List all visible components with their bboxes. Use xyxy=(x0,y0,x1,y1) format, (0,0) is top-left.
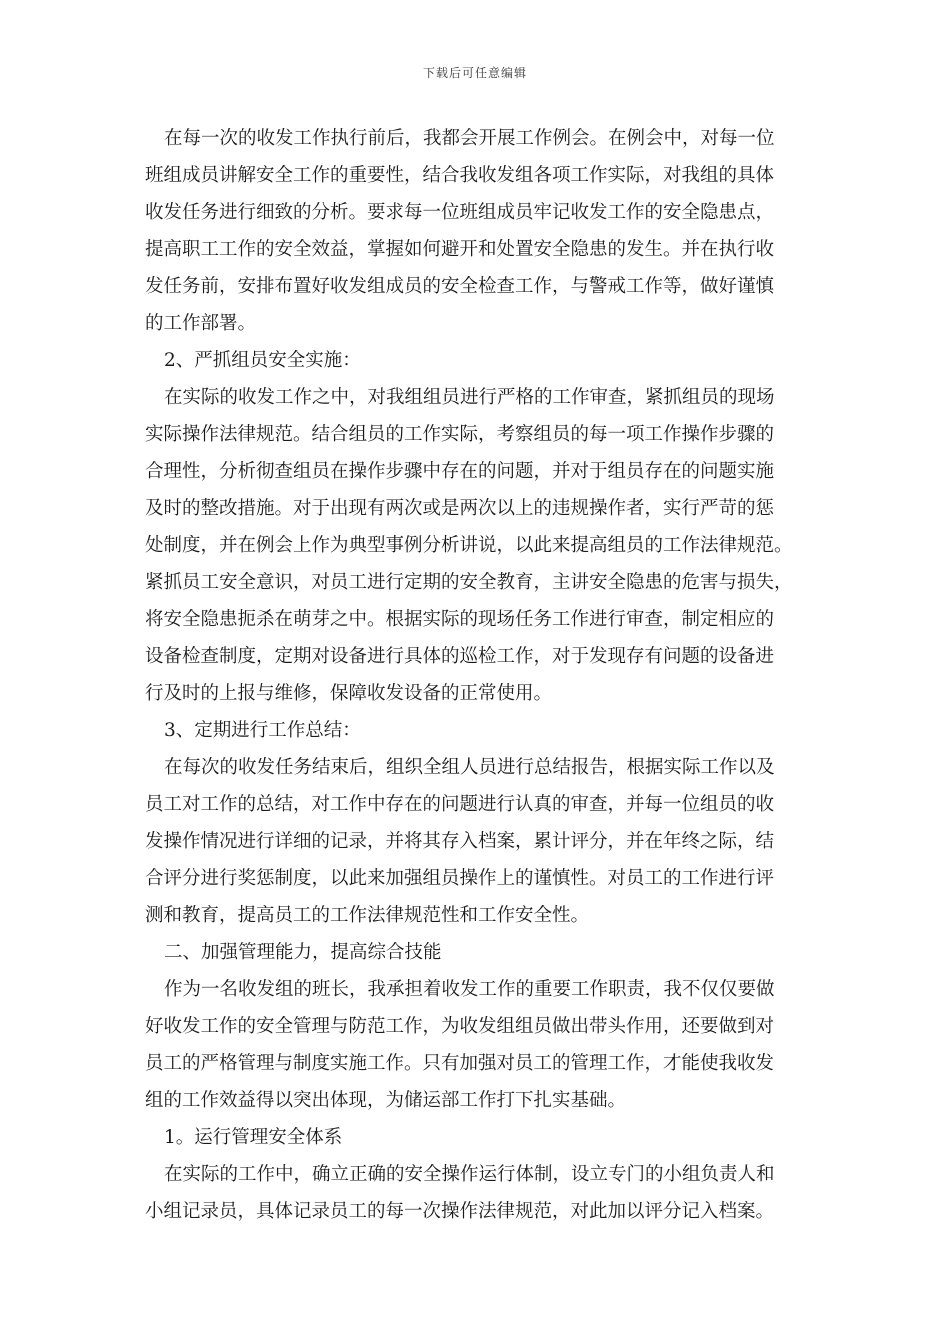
text-line: 在每一次的收发工作执行前后，我都会开展工作例会。在例会中，对每一位 xyxy=(164,128,775,149)
text-line: 紧抓员工安全意识，对员工进行定期的安全教育，主讲安全隐患的危害与损失， xyxy=(145,572,793,593)
text-line: 发操作情况进行详细的记录，并将其存入档案，累计评分，并在年终之际，结 xyxy=(145,831,775,852)
document-body xyxy=(145,120,813,1230)
text-line: 及时的整改措施。对于出现有两次或是两次以上的违规操作者，实行严苛的惩 xyxy=(145,498,775,519)
text-line: 员工的严格管理与制度实施工作。只有加强对员工的管理工作，才能使我收发 xyxy=(145,1053,775,1074)
text-line: 测和教育，提高员工的工作法律规范性和工作安全性。 xyxy=(145,905,590,926)
text-line: 合评分进行奖惩制度，以此来加强组员操作上的谨慎性。对员工的工作进行评 xyxy=(145,868,775,889)
text-line: 提高职工工作的安全效益，掌握如何避开和处置安全隐患的发生。并在执行收 xyxy=(145,239,775,260)
text-line: 合理性，分析彻查组员在操作步骤中存在的问题，并对于组员存在的问题实施 xyxy=(145,461,775,482)
text-line: 行及时的上报与维修，保障收发设备的正常使用。 xyxy=(145,683,553,704)
text-line: 处制度，并在例会上作为典型事例分析讲说，以此来提高组员的工作法律规范。 xyxy=(145,535,793,556)
text-line: 将安全隐患扼杀在萌芽之中。根据实际的现场任务工作进行审查，制定相应的 xyxy=(145,609,775,630)
text-line: 作为一名收发组的班长，我承担着收发工作的重要工作职责，我不仅仅要做 xyxy=(164,979,775,1000)
text-line: 实际操作法律规范。结合组员的工作实际，考察组员的每一项工作操作步骤的 xyxy=(145,424,775,445)
text-line: 1。运行管理安全体系 xyxy=(164,1127,343,1148)
text-line: 小组记录员，具体记录员工的每一次操作法律规范，对此加以评分记入档案。 xyxy=(145,1201,775,1222)
text-line: 在实际的工作中，确立正确的安全操作运行体制，设立专门的小组负责人和 xyxy=(164,1164,775,1185)
text-line: 设备检查制度，定期对设备进行具体的巡检工作，对于发现存有问题的设备进 xyxy=(145,646,775,667)
text-line: 在实际的收发工作之中，对我组组员进行严格的工作审查，紧抓组员的现场 xyxy=(164,387,775,408)
text-line: 员工对工作的总结，对工作中存在的问题进行认真的审查，并每一位组员的收 xyxy=(145,794,775,815)
text-line: 3、定期进行工作总结： xyxy=(164,720,361,741)
text-line: 2、严抓组员安全实施： xyxy=(164,350,361,371)
text-line: 二、加强管理能力，提高综合技能 xyxy=(164,942,442,963)
text-line: 收发任务进行细致的分析。要求每一位班组成员牢记收发工作的安全隐患点， xyxy=(145,202,775,223)
text-line: 发任务前，安排布置好收发组成员的安全检查工作，与警戒工作等，做好谨慎 xyxy=(145,276,775,297)
text-line: 组的工作效益得以突出体现，为储运部工作打下扎实基础。 xyxy=(145,1090,627,1111)
text-line: 在每次的收发任务结束后，组织全组人员进行总结报告，根据实际工作以及 xyxy=(164,757,775,778)
text-line: 的工作部署。 xyxy=(145,313,257,334)
text-line: 班组成员讲解安全工作的重要性，结合我收发组各项工作实际，对我组的具体 xyxy=(145,165,775,186)
page-header: 下载后可任意编辑 xyxy=(422,66,527,80)
text-line: 好收发工作的安全管理与防范工作，为收发组组员做出带头作用，还要做到对 xyxy=(145,1016,775,1037)
